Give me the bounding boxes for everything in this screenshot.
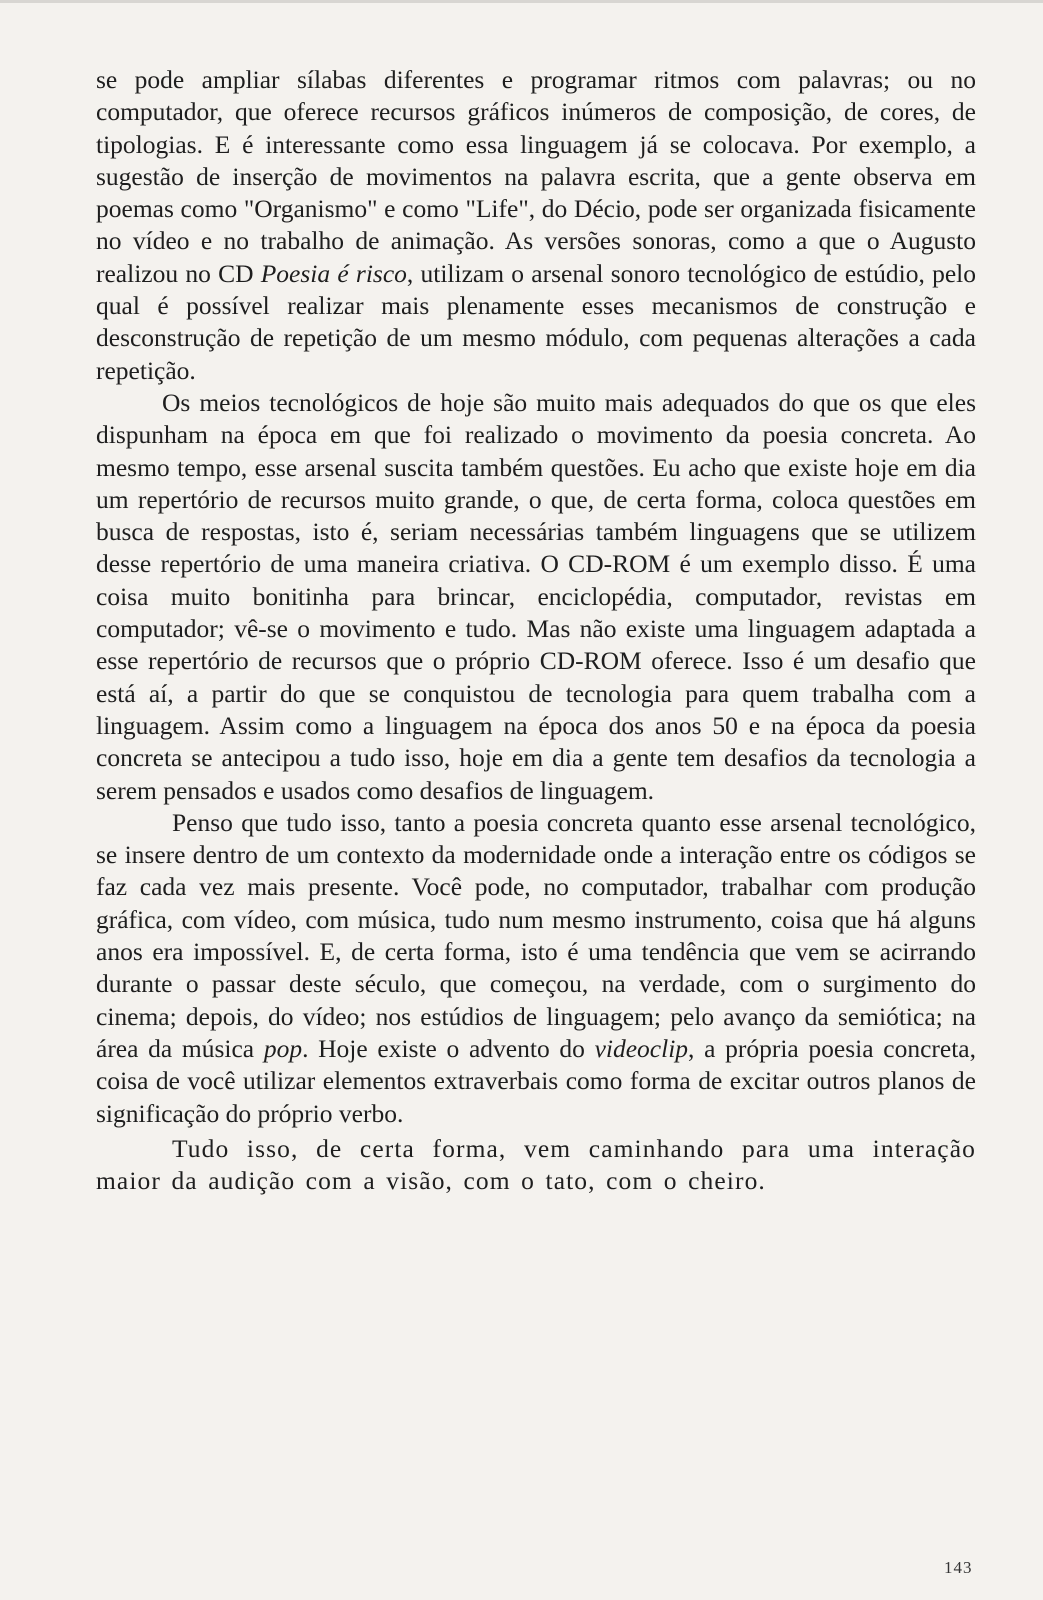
page-top-edge: [0, 0, 1043, 3]
paragraph-3: [96, 807, 976, 1130]
p3-videoclip-term: videoclip: [594, 1033, 689, 1063]
p3-text-a: Penso que tudo isso, tanto a poesia concreta quanto esse arsenal tecnológico, se insere dentro de um contexto da modernidade onde a interação entre os códigos se faz cada vez mais presente. Você pode, no computador, trabalhar com produção gráfica, com vídeo, com música, tudo num mesmo instrumento, coisa que há alguns anos era impossível. E, de certa forma, isto é uma tendência que vem se acirrando durante o passar deste século, que começou, na verdade, com o surgimento do cinema; depois, do vídeo; nos estúdios de linguagem; pelo avanço da semiótica; na área da música: [96, 807, 976, 1063]
p1-cd-title: Poesia é risco: [260, 258, 407, 288]
paragraph-2: [96, 387, 976, 807]
paragraph-4: [96, 1133, 976, 1198]
p2-text: Os meios tecnológicos de hoje são muito mais adequados do que os que eles dispunham na época em que foi realizado o movimento da poesia concreta. Ao mesmo tempo, esse arsenal suscita também questões. Eu acho que existe hoje em dia um repertório de recursos muito grande, o que, de certa forma, coloca questões em busca de respostas, isto é, seriam necessárias também linguagens que se utilizem desse repertório de uma maneira criativa. O CD-ROM é um exemplo disso. É uma coisa muito bonitinha para brincar, enciclopédia, computador, revistas em computador; vê-se o movimento e tudo. Mas não existe uma linguagem adaptada a esse repertório de recursos que o próprio CD-ROM oferece. Isso é um desafio que está aí, a partir do que se conquistou de tecnologia para quem trabalha com a linguagem. Assim como a linguagem na época dos anos 50 e na época da poesia concreta se antecipou a tudo isso, hoje em dia a gente tem desafios da tecnologia a serem pensados e usados como desafios de linguagem.: [96, 387, 976, 805]
paragraph-1: [96, 64, 976, 387]
p4-text: Tudo isso, de certa forma, vem caminhando para uma interação maior da audição com a visão, com o tato, com o cheiro.: [96, 1133, 976, 1196]
p1-text-b: , utilizam o arsenal sonoro tecnológico de estúdio, pelo qual é possível realizar mais plenamente esses mecanismos de construção e desconstrução de repetição de um mesmo módulo, com pequenas alterações a cada repetição.: [96, 258, 976, 385]
p3-text-b: . Hoje existe o advento do: [302, 1033, 595, 1063]
page-number: 143: [944, 1558, 973, 1577]
p3-pop-term: pop: [263, 1033, 303, 1063]
p3-text-c: , a própria poesia concreta, coisa de você utilizar elementos extraverbais como forma de excitar outros planos de significação do próprio verbo.: [96, 1033, 976, 1128]
page-body: [96, 64, 976, 1197]
p1-text-a: se pode ampliar sílabas diferentes e programar ritmos com palavras; ou no computador, que oferece recursos gráficos inúmeros de composição, de cores, de tipologias. E é interessante como essa linguagem já se colocava. Por exemplo, a sugestão de inserção de movimentos na palavra escrita, que a gente observa em poemas como "Organismo" e como "Life", do Décio, pode ser organizada fisicamente no vídeo e no trabalho de animação. As versões sonoras, como a que o Augusto realizou no CD: [96, 65, 976, 288]
